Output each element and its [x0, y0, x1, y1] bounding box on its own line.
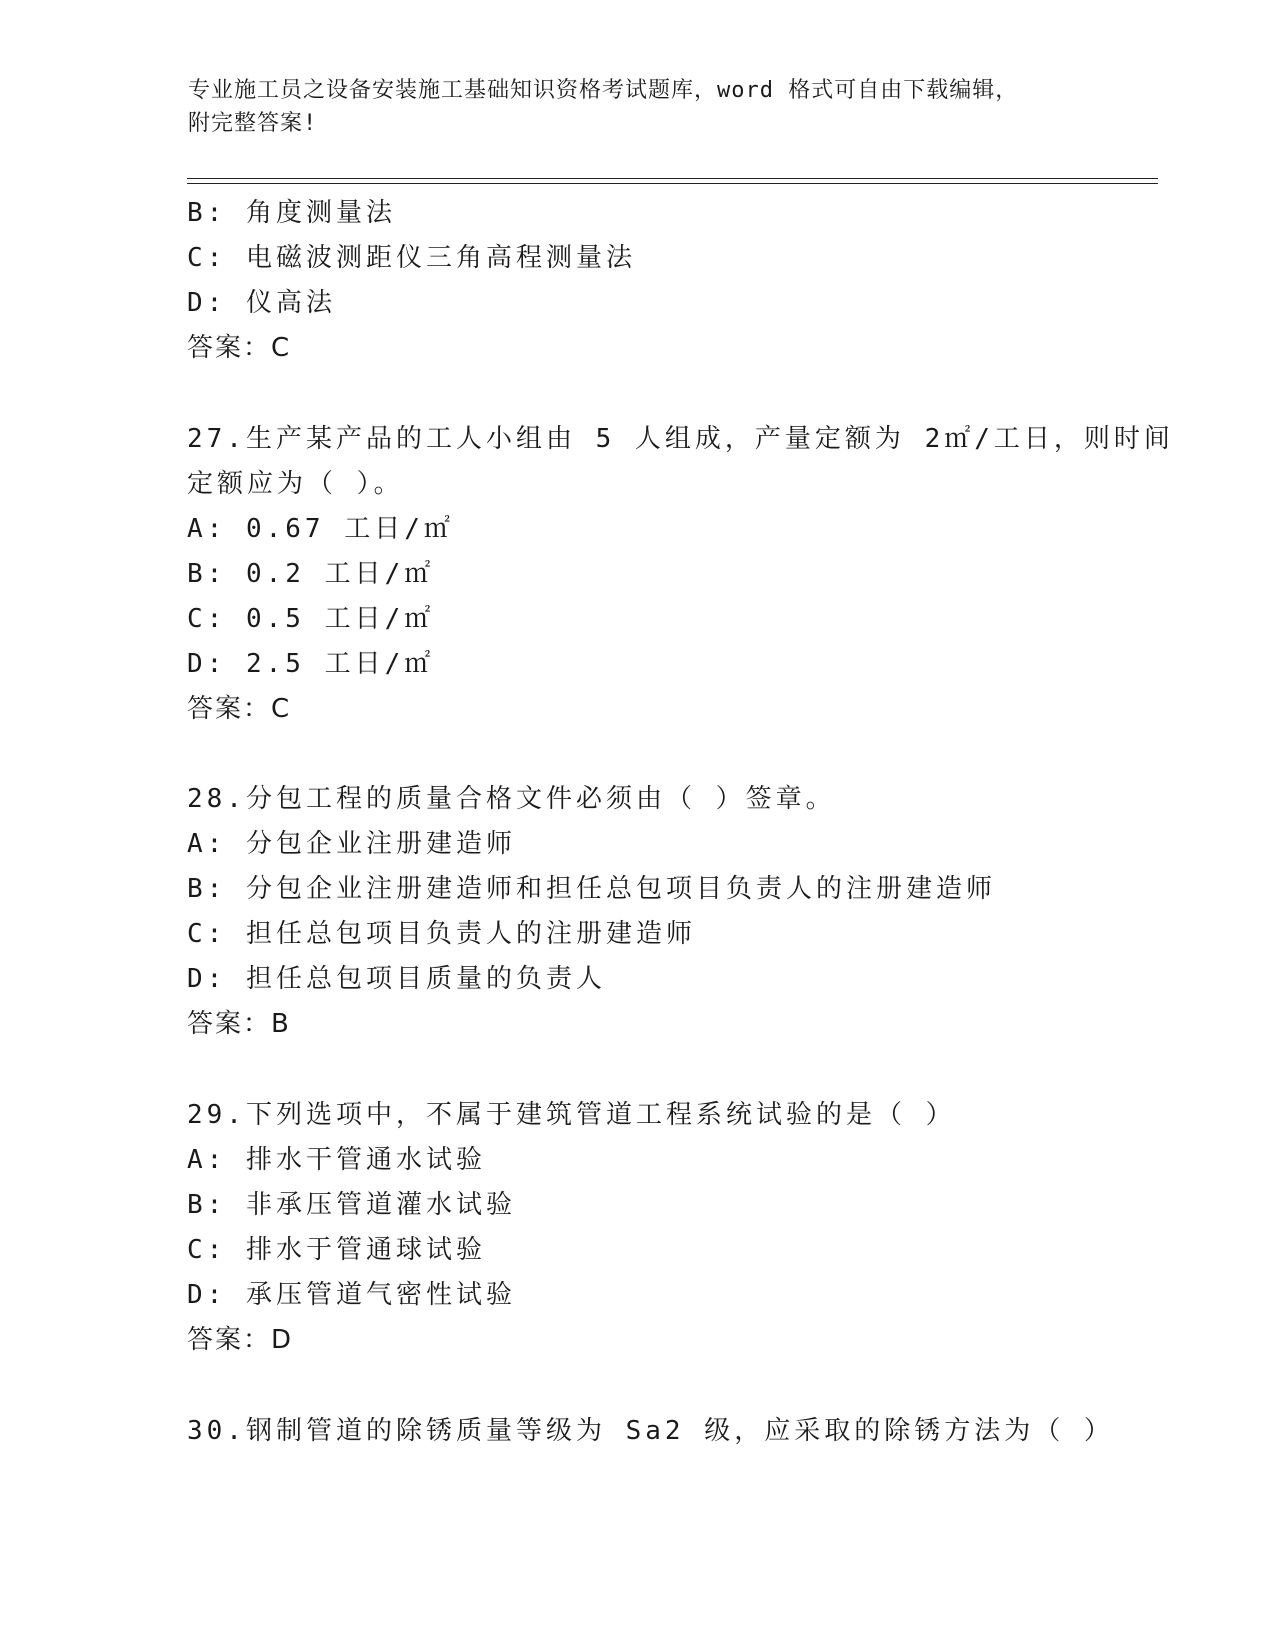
q28-option-b: B: 分包企业注册建造师和担任总包项目负责人的注册建造师: [187, 874, 996, 904]
q27-answer: 答案：C: [187, 694, 292, 724]
q27-option-b: B: 0.2 工日/㎡: [187, 559, 435, 589]
q27-option-d: D: 2.5 工日/㎡: [187, 649, 435, 679]
q28-option-c: C: 担任总包项目负责人的注册建造师: [187, 919, 696, 949]
q29-option-b: B: 非承压管道灌水试验: [187, 1190, 516, 1220]
header-divider-top: [187, 178, 1158, 179]
q27-option-c: C: 0.5 工日/㎡: [187, 604, 435, 634]
q29-stem: 29.下列选项中，不属于建筑管道工程系统试验的是（ ）: [187, 1100, 956, 1130]
q29-option-c: C: 排水于管通球试验: [187, 1235, 486, 1265]
q27-option-a: A: 0.67 工日/㎡: [187, 514, 454, 544]
q28-stem: 28.分包工程的质量合格文件必须由（ ）签章。: [187, 784, 836, 814]
header-line-1: 专业施工员之设备安装施工基础知识资格考试题库，word 格式可自由下载编辑，: [188, 78, 1019, 103]
document-header: [188, 74, 1068, 140]
q27-stem-line-1: 27.生产某产品的工人小组由 5 人组成，产量定额为 2㎡/工日，则时间: [187, 424, 1174, 454]
q29-option-a: A: 排水干管通水试验: [187, 1145, 486, 1175]
q28-option-d: D: 担任总包项目质量的负责人: [187, 964, 606, 994]
q30-stem: 30.钢制管道的除锈质量等级为 Sa2 级，应采取的除锈方法为（ ）: [187, 1416, 1114, 1446]
q28-answer: 答案：B: [187, 1009, 291, 1039]
q29-option-d: D: 承压管道气密性试验: [187, 1280, 516, 1310]
q26-answer: 答案：C: [187, 333, 292, 363]
q27-stem-line-2: 定额应为（ ）。: [187, 469, 404, 499]
q29-answer: 答案：D: [187, 1325, 294, 1355]
header-line-2: 附完整答案!: [188, 111, 318, 136]
q26-option-b: B: 角度测量法: [187, 198, 396, 228]
header-divider-bottom: [187, 183, 1158, 184]
q26-option-c: C: 电磁波测距仪三角高程测量法: [187, 243, 636, 273]
q26-option-d: D: 仪高法: [187, 288, 336, 318]
q28-option-a: A: 分包企业注册建造师: [187, 829, 516, 859]
